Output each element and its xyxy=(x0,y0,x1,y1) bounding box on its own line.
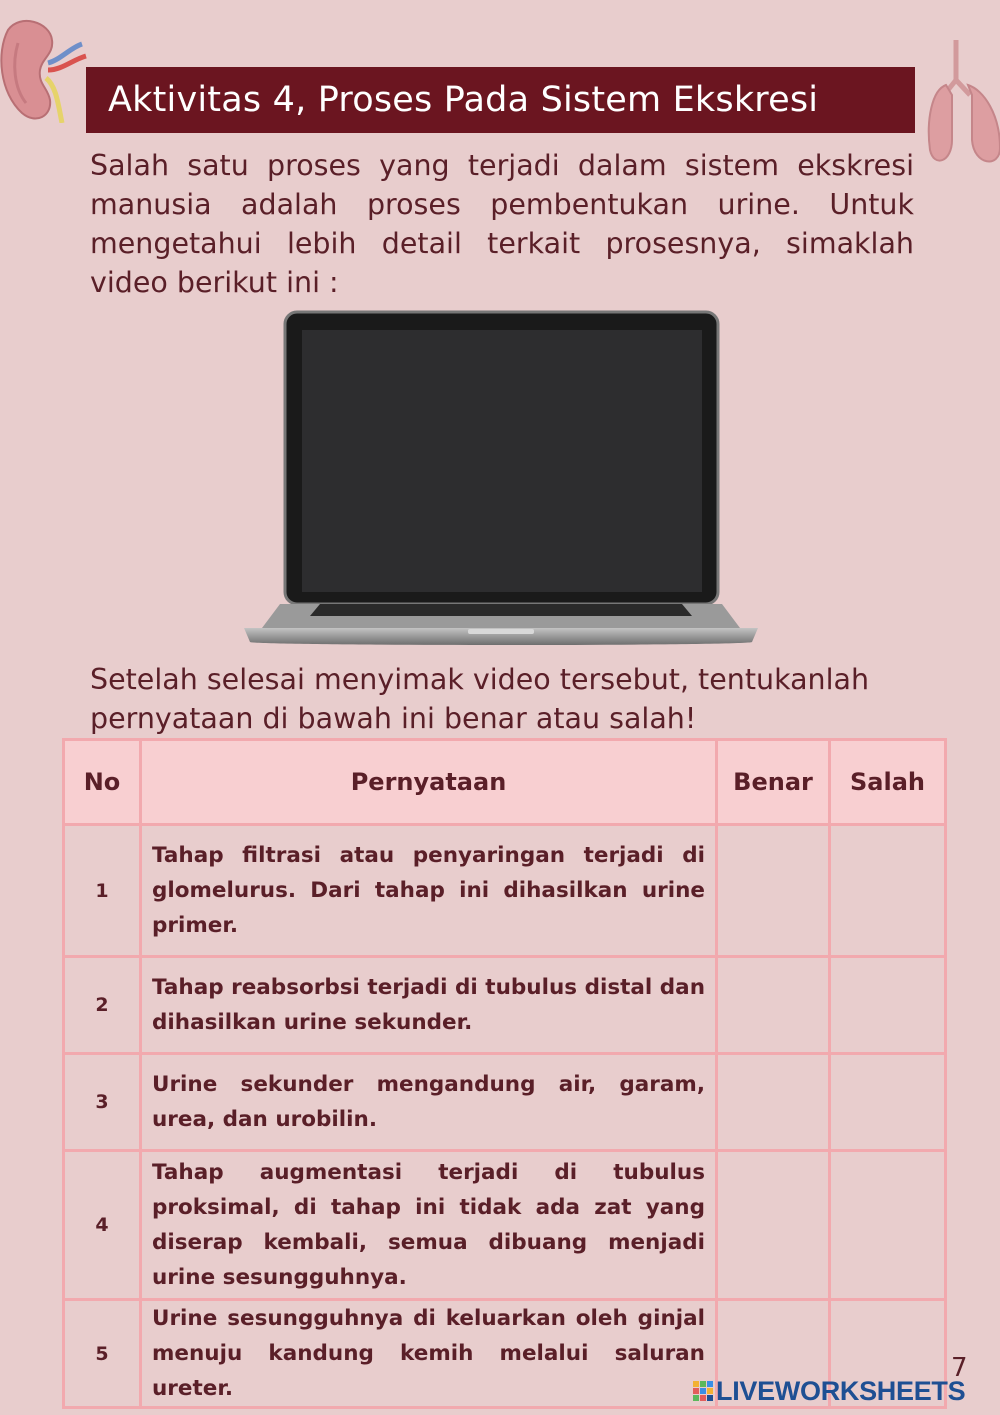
kidney-icon xyxy=(0,8,90,123)
statement-text: Tahap augmentasi terjadi di tubulus proksimal, di tahap ini tidak ada zat yang diserap kembali, semua dibuang menjadi urine sesungguhnya. xyxy=(141,1151,717,1300)
salah-answer-cell[interactable] xyxy=(830,825,946,957)
statement-text: Tahap filtrasi atau penyaringan terjadi di glomelurus. Dari tahap ini dihasilkan urine primer. xyxy=(141,825,717,957)
row-number: 2 xyxy=(64,957,141,1054)
header-false: Salah xyxy=(830,740,946,825)
benar-answer-cell[interactable] xyxy=(717,1054,830,1151)
header-no: No xyxy=(64,740,141,825)
intro-paragraph: Salah satu proses yang terjadi dalam sistem ekskresi manusia adalah proses pembentukan urine. Untuk mengetahui lebih detail terkait prosesnya, simaklah video berikut ini : xyxy=(90,149,914,299)
table-row xyxy=(64,957,946,1054)
page-number: 7 xyxy=(951,1353,968,1383)
liveworksheets-logo-icon xyxy=(693,1381,713,1401)
row-number: 1 xyxy=(64,825,141,957)
table-row xyxy=(64,825,946,957)
benar-answer-cell[interactable] xyxy=(717,957,830,1054)
row-number: 4 xyxy=(64,1151,141,1300)
header-true: Benar xyxy=(717,740,830,825)
instruction-paragraph: Setelah selesai menyimak video tersebut, tentukanlah pernyataan di bawah ini benar atau salah! xyxy=(90,663,870,735)
salah-answer-cell[interactable] xyxy=(830,1054,946,1151)
statement-table xyxy=(62,738,947,1409)
table-row xyxy=(64,1151,946,1300)
activity-title-text: Aktivitas 4, Proses Pada Sistem Ekskresi xyxy=(108,80,819,120)
salah-answer-cell[interactable] xyxy=(830,957,946,1054)
salah-answer-cell[interactable] xyxy=(830,1151,946,1300)
laptop-video-player[interactable] xyxy=(240,310,762,650)
header-statement: Pernyataan xyxy=(141,740,717,825)
row-number: 3 xyxy=(64,1054,141,1151)
video-screen[interactable] xyxy=(302,330,702,592)
benar-answer-cell[interactable] xyxy=(717,1151,830,1300)
activity-title xyxy=(86,67,915,133)
table-row xyxy=(64,1054,946,1151)
row-number: 5 xyxy=(64,1300,141,1408)
statement-text: Tahap reabsorbsi terjadi di tubulus distal dan dihasilkan urine sekunder. xyxy=(141,957,717,1054)
statement-text: Urine sekunder mengandung air, garam, urea, dan urobilin. xyxy=(141,1054,717,1151)
statement-text: Urine sesungguhnya di keluarkan oleh ginjal menuju kandung kemih melalui saluran ureter. xyxy=(141,1300,717,1408)
lungs-icon xyxy=(926,40,1000,170)
table-header-row xyxy=(64,740,946,825)
brand-text[interactable]: LIVEWORKSHEETS xyxy=(716,1375,966,1406)
liveworksheets-brand[interactable] xyxy=(693,1376,965,1406)
benar-answer-cell[interactable] xyxy=(717,825,830,957)
